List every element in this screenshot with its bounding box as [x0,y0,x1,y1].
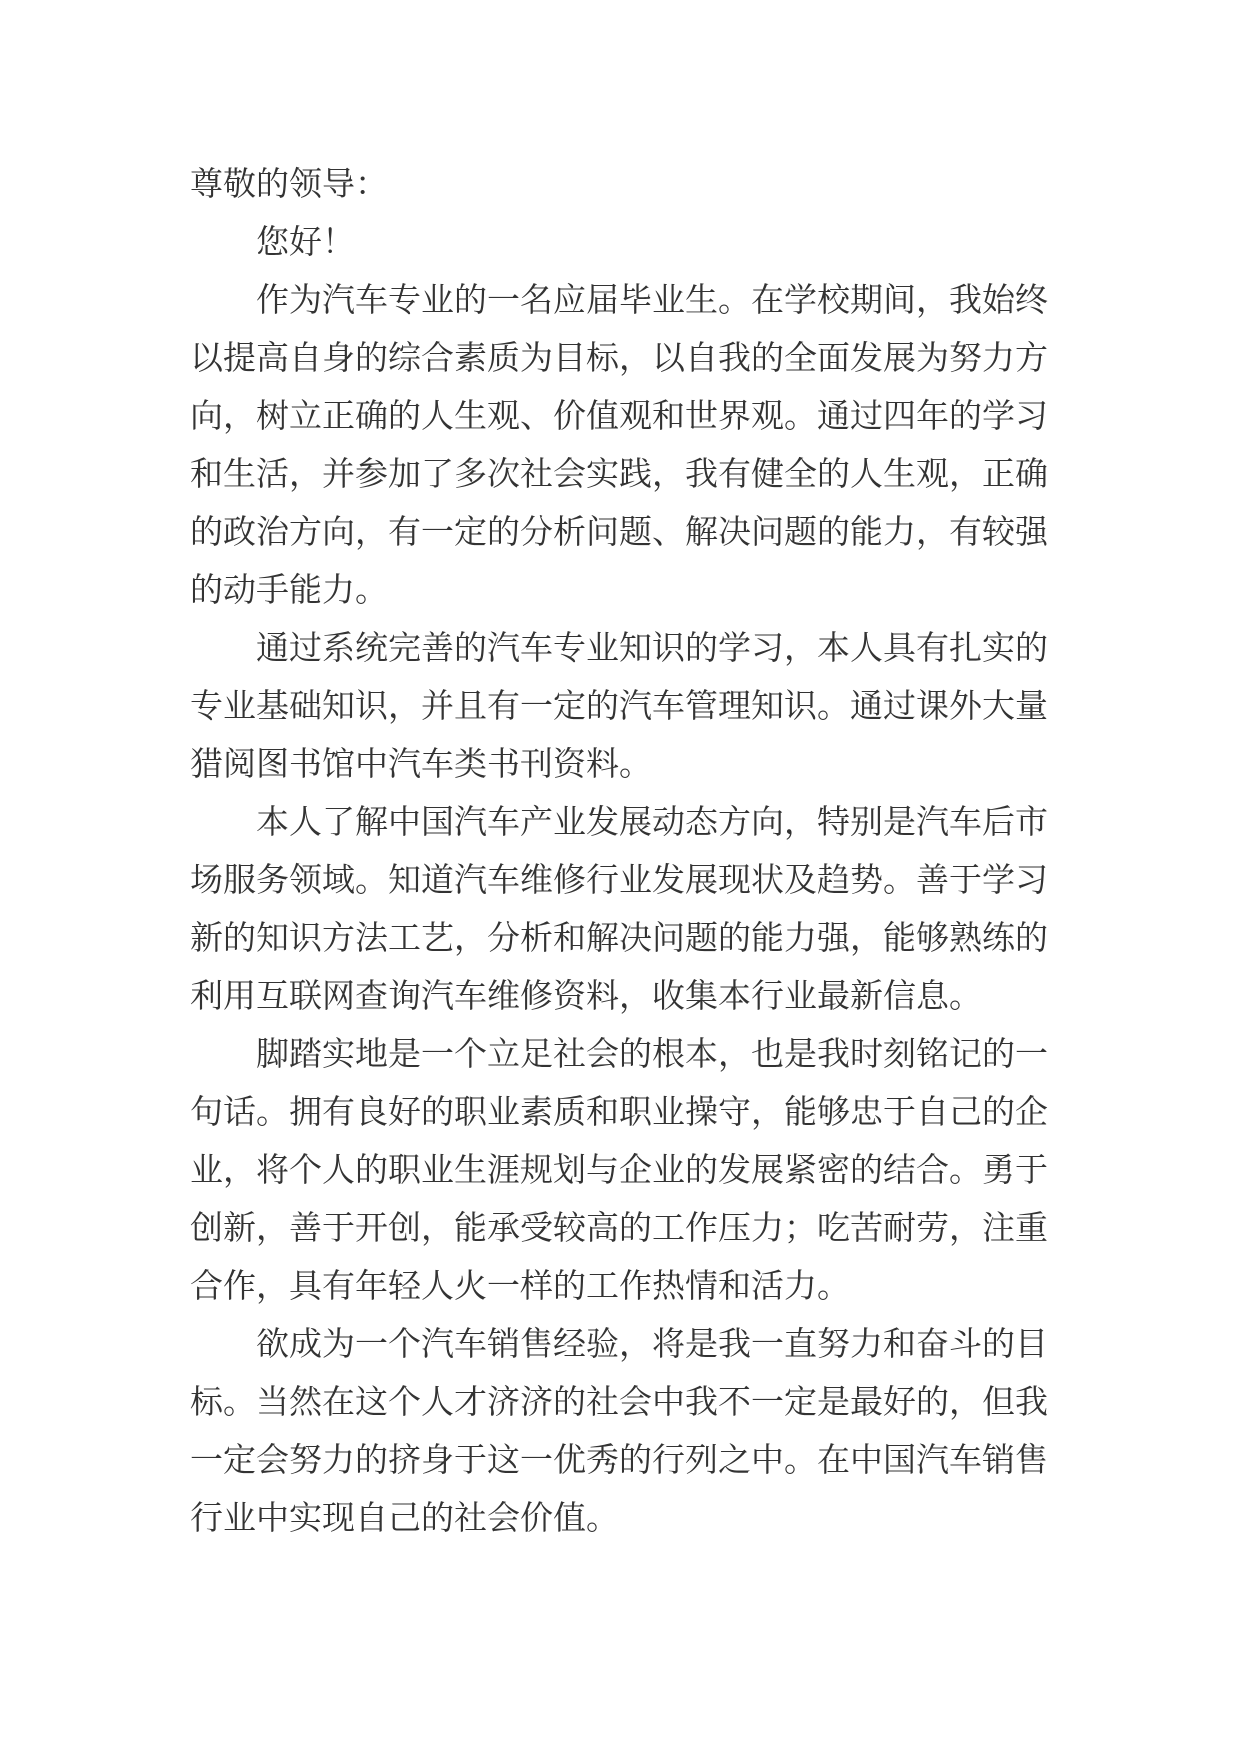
letter-body [190,156,1048,1548]
paragraph-professional-knowledge: 通过系统完善的汽车专业知识的学习，本人具有扎实的专业基础知识，并且有一定的汽车管理知识。通过课外大量猎阅图书馆中汽车类书刊资料。 [190,631,1048,783]
paragraph-career-goal: 欲成为一个汽车销售经验，将是我一直努力和奋斗的目标。当然在这个人才济济的社会中我不一定是最好的，但我一定会努力的挤身于这一优秀的行列之中。在中国汽车销售行业中实现自己的社会价值。 [190,1327,1048,1537]
paragraph-self-intro: 作为汽车专业的一名应届毕业生。在学校期间，我始终以提高自身的综合素质为目标，以自我的全面发展为努力方向，树立正确的人生观、价值观和世界观。通过四年的学习和生活，并参加了多次社会实践，我有健全的人生观，正确的政治方向，有一定的分析问题、解决问题的能力，有较强的动手能力。 [190,283,1048,609]
salutation-line: 尊敬的领导： [190,167,388,203]
greeting-line: 您好！ [256,225,355,261]
paragraph-industry-insight: 本人了解中国汽车产业发展动态方向，特别是汽车后市场服务领域。知道汽车维修行业发展现状及趋势。善于学习新的知识方法工艺，分析和解决问题的能力强，能够熟练的利用互联网查询汽车维修资料，收集本行业最新信息。 [190,805,1048,1015]
paragraph-work-ethic: 脚踏实地是一个立足社会的根本，也是我时刻铭记的一句话。拥有良好的职业素质和职业操守，能够忠于自己的企业，将个人的职业生涯规划与企业的发展紧密的结合。勇于创新，善于开创，能承受较高的工作压力；吃苦耐劳，注重合作，具有年轻人火一样的工作热情和活力。 [190,1037,1048,1305]
